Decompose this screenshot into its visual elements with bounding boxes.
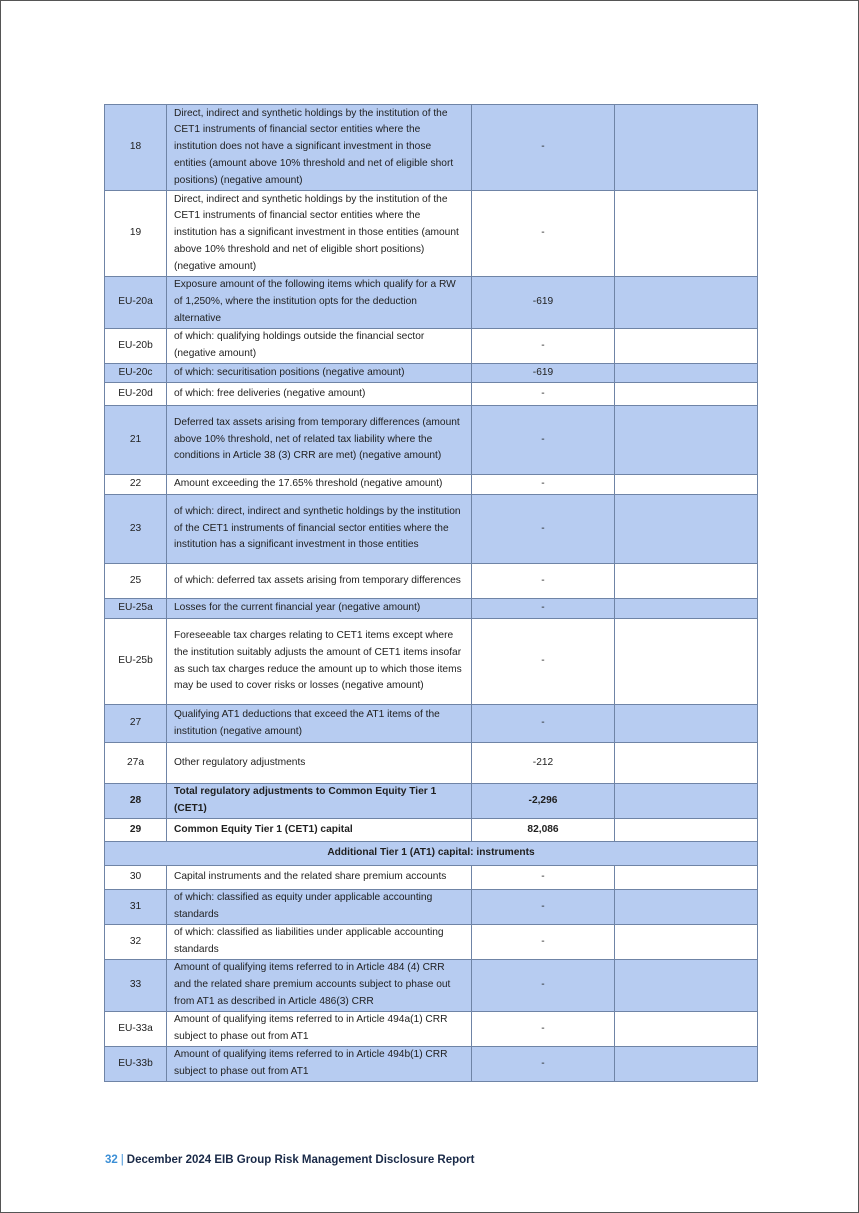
row-value-cell: -	[472, 1047, 615, 1082]
table-row	[105, 383, 758, 406]
row-description-cell: Qualifying AT1 deductions that exceed the AT1 items of the institution (negative amount)	[167, 705, 472, 743]
row-number-cell: EU-20a	[105, 277, 167, 329]
table-row	[105, 743, 758, 784]
row-extra-cell	[615, 619, 758, 705]
row-extra-cell	[615, 890, 758, 925]
row-extra-cell	[615, 819, 758, 842]
table-row	[105, 105, 758, 191]
row-value-cell: -2,296	[472, 784, 615, 819]
row-number-cell: 28	[105, 784, 167, 819]
row-description-cell: of which: classified as equity under applicable accounting standards	[167, 890, 472, 925]
row-description-cell: of which: direct, indirect and synthetic holdings by the institution of the CET1 instruments of financial sector entities where the institution has a significant investment in those entities	[167, 495, 472, 564]
row-number-cell: 25	[105, 564, 167, 599]
row-number-cell: EU-20d	[105, 383, 167, 406]
row-description-cell: Amount of qualifying items referred to in Article 484 (4) CRR and the related share premium accounts subject to phase out from AT1 as described in Article 486(3) CRR	[167, 960, 472, 1012]
row-description-cell: Exposure amount of the following items which qualify for a RW of 1,250%, where the institution opts for the deduction alternative	[167, 277, 472, 329]
row-value-cell: -	[472, 1012, 615, 1047]
row-description-cell: Common Equity Tier 1 (CET1) capital	[167, 819, 472, 842]
row-number-cell: 18	[105, 105, 167, 191]
row-extra-cell	[615, 495, 758, 564]
row-number-cell: EU-20c	[105, 364, 167, 383]
row-value-cell: -	[472, 619, 615, 705]
row-extra-cell	[615, 329, 758, 364]
table-body	[105, 105, 758, 1082]
row-number-cell: 21	[105, 406, 167, 475]
row-extra-cell	[615, 960, 758, 1012]
row-description-cell: Other regulatory adjustments	[167, 743, 472, 784]
page-number: 32	[105, 1154, 118, 1166]
row-extra-cell	[615, 383, 758, 406]
table-row	[105, 1012, 758, 1047]
row-description-cell: of which: qualifying holdings outside the financial sector (negative amount)	[167, 329, 472, 364]
table-row	[105, 406, 758, 475]
row-extra-cell	[615, 475, 758, 495]
row-value-cell: -	[472, 705, 615, 743]
table-row	[105, 1047, 758, 1082]
row-number-cell: EU-20b	[105, 329, 167, 364]
row-description-cell: Foreseeable tax charges relating to CET1 items except where the institution suitably adjusts the amount of CET1 items insofar as such tax charges reduce the amount up to which those items may be used to cover risks or losses (negative amount)	[167, 619, 472, 705]
table-row	[105, 364, 758, 383]
table-row	[105, 890, 758, 925]
row-extra-cell	[615, 364, 758, 383]
row-value-cell: -	[472, 890, 615, 925]
table-row	[105, 705, 758, 743]
row-value-cell: -	[472, 406, 615, 475]
row-number-cell: 22	[105, 475, 167, 495]
row-number-cell: 27	[105, 705, 167, 743]
row-description-cell: of which: classified as liabilities under applicable accounting standards	[167, 925, 472, 960]
table-row	[105, 866, 758, 890]
row-number-cell: EU-33a	[105, 1012, 167, 1047]
table-row	[105, 819, 758, 842]
row-number-cell: 27a	[105, 743, 167, 784]
row-number-cell: 31	[105, 890, 167, 925]
row-description-cell: Amount of qualifying items referred to in Article 494a(1) CRR subject to phase out from AT1	[167, 1012, 472, 1047]
table-row	[105, 925, 758, 960]
row-number-cell: EU-25a	[105, 599, 167, 619]
row-value-cell: -	[472, 495, 615, 564]
row-extra-cell	[615, 705, 758, 743]
row-description-cell: Losses for the current financial year (negative amount)	[167, 599, 472, 619]
row-value-cell: -	[472, 925, 615, 960]
row-extra-cell	[615, 784, 758, 819]
row-extra-cell	[615, 866, 758, 890]
footer-separator: |	[120, 1154, 124, 1166]
row-number-cell: EU-33b	[105, 1047, 167, 1082]
row-description-cell: Capital instruments and the related share premium accounts	[167, 866, 472, 890]
row-value-cell: -	[472, 105, 615, 191]
row-extra-cell	[615, 105, 758, 191]
row-number-cell: 33	[105, 960, 167, 1012]
row-value-cell: -	[472, 191, 615, 277]
row-description-cell: Direct, indirect and synthetic holdings by the institution of the CET1 instruments of financial sector entities where the institution has a significant investment in those entities (amount above 10% threshold and net of eligible short positions) (negative amount)	[167, 191, 472, 277]
table-row	[105, 619, 758, 705]
row-description-cell: Amount of qualifying items referred to in Article 494b(1) CRR subject to phase out from AT1	[167, 1047, 472, 1082]
table-row	[105, 960, 758, 1012]
section-header-row	[105, 842, 758, 866]
own-funds-disclosure-table	[104, 104, 758, 1082]
table-row	[105, 599, 758, 619]
row-extra-cell	[615, 599, 758, 619]
table-row	[105, 784, 758, 819]
row-extra-cell	[615, 1012, 758, 1047]
row-extra-cell	[615, 406, 758, 475]
row-number-cell: 19	[105, 191, 167, 277]
row-extra-cell	[615, 564, 758, 599]
row-value-cell: -	[472, 960, 615, 1012]
table-row	[105, 564, 758, 599]
row-value-cell: 82,086	[472, 819, 615, 842]
row-extra-cell	[615, 277, 758, 329]
table-row	[105, 495, 758, 564]
row-value-cell: -	[472, 329, 615, 364]
row-description-cell: Total regulatory adjustments to Common Equity Tier 1 (CET1)	[167, 784, 472, 819]
row-extra-cell	[615, 191, 758, 277]
row-value-cell: -	[472, 599, 615, 619]
table-row	[105, 475, 758, 495]
row-number-cell: 32	[105, 925, 167, 960]
row-number-cell: 29	[105, 819, 167, 842]
row-extra-cell	[615, 1047, 758, 1082]
row-value-cell: -619	[472, 364, 615, 383]
row-description-cell: of which: free deliveries (negative amount)	[167, 383, 472, 406]
report-title: December 2024 EIB Group Risk Management Disclosure Report	[126, 1154, 475, 1166]
table-row	[105, 277, 758, 329]
row-description-cell: Direct, indirect and synthetic holdings by the institution of the CET1 instruments of financial sector entities where the institution does not have a significant investment in those entities (amount above 10% threshold and net of eligible short positions) (negative amount)	[167, 105, 472, 191]
row-extra-cell	[615, 743, 758, 784]
row-description-cell: Deferred tax assets arising from temporary differences (amount above 10% threshold, net of related tax liability where the conditions in Article 38 (3) CRR are met) (negative amount)	[167, 406, 472, 475]
row-value-cell: -	[472, 866, 615, 890]
row-description-cell: of which: deferred tax assets arising from temporary differences	[167, 564, 472, 599]
row-number-cell: EU-25b	[105, 619, 167, 705]
section-header-title: Additional Tier 1 (AT1) capital: instruments	[105, 842, 758, 866]
row-value-cell: -	[472, 564, 615, 599]
table-row	[105, 191, 758, 277]
row-description-cell: Amount exceeding the 17.65% threshold (negative amount)	[167, 475, 472, 495]
table-row	[105, 329, 758, 364]
row-value-cell: -	[472, 383, 615, 406]
row-description-cell: of which: securitisation positions (negative amount)	[167, 364, 472, 383]
row-value-cell: -	[472, 475, 615, 495]
row-extra-cell	[615, 925, 758, 960]
row-number-cell: 30	[105, 866, 167, 890]
page-footer	[105, 1154, 474, 1166]
row-value-cell: -619	[472, 277, 615, 329]
row-number-cell: 23	[105, 495, 167, 564]
row-value-cell: -212	[472, 743, 615, 784]
